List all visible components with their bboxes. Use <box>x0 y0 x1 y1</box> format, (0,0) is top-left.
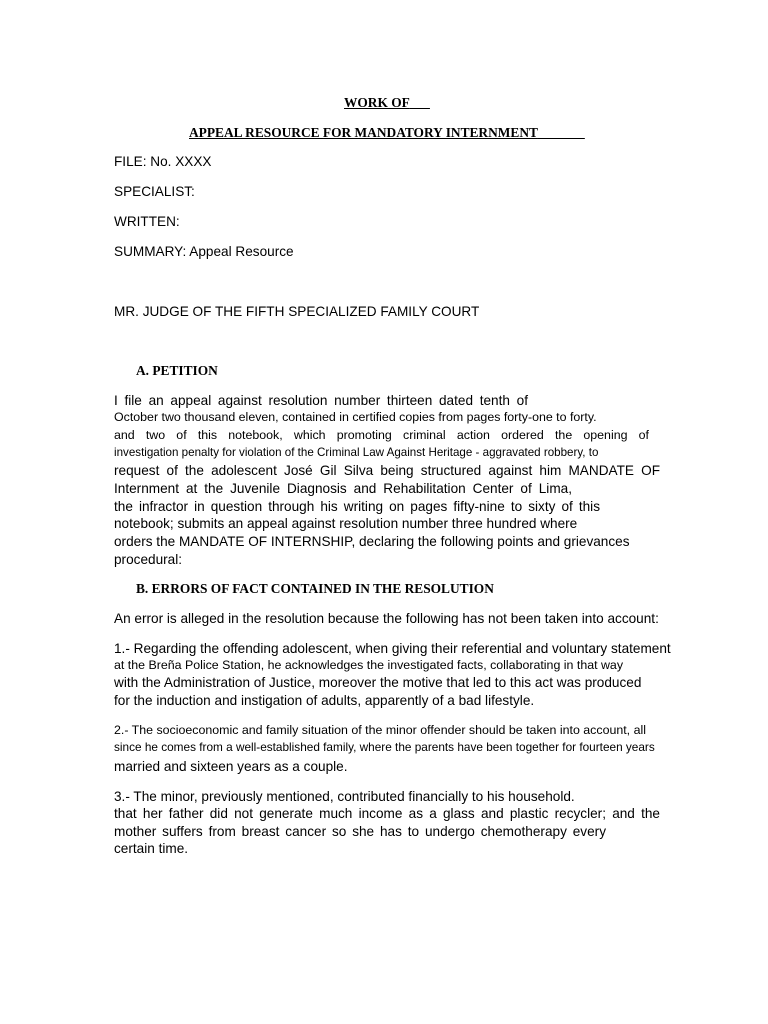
point-3-line-4: certain time. <box>114 841 189 856</box>
petition-line-6: Internment at the Juvenile Diagnosis and Rehabilitation Center of Lima, <box>114 481 572 496</box>
section-a-heading: A. PETITION <box>136 363 218 378</box>
point-3-line-2: that her father did not generate much income as a glass and plastic recycler; and the <box>114 806 660 821</box>
point-1-line-4: for the induction and instigation of adults, apparently of a bad lifestyle. <box>114 693 535 708</box>
petition-line-4: investigation penalty for violation of the Criminal Law Against Heritage - aggravated robbery, to <box>114 446 599 459</box>
document-title <box>344 94 430 111</box>
petition-line-2: October two thousand eleven, contained in certified copies from pages forty-one to forty. <box>114 410 597 424</box>
petition-line-7: the infractor in question through his writing on pages fifty-nine to sixty of this <box>114 499 600 514</box>
addressee-line: MR. JUDGE OF THE FIFTH SPECIALIZED FAMILY COURT <box>114 304 480 319</box>
petition-line-3: and two of this notebook, which promoting criminal action ordered the opening of <box>114 428 649 442</box>
point-1-line-3: with the Administration of Justice, moreover the motive that led to this act was produced <box>114 675 642 690</box>
point-3-line-1: 3.- The minor, previously mentioned, contributed financially to his household. <box>114 789 575 804</box>
errors-intro: An error is alleged in the resolution because the following has not been taken into account: <box>114 611 659 626</box>
petition-line-10: procedural: <box>114 552 183 567</box>
point-1-line-2: at the Breña Police Station, he acknowledges the investigated facts, collaborating in that way <box>114 658 624 672</box>
petition-line-8: notebook; submits an appeal against resolution number three hundred where <box>114 516 578 531</box>
point-1-line-1: 1.- Regarding the offending adolescent, when giving their referential and voluntary statement <box>114 641 671 656</box>
document-subtitle <box>189 124 585 141</box>
point-2-line-3: married and sixteen years as a couple. <box>114 759 348 774</box>
point-2-line-2: since he comes from a well-established family, where the parents have been together for fourteen years <box>114 740 655 754</box>
file-field: FILE: No. XXXX <box>114 154 212 169</box>
title-text: WORK OF <box>344 95 410 110</box>
petition-line-9: orders the MANDATE OF INTERNSHIP, declaring the following points and grievances <box>114 534 630 549</box>
summary-field: SUMMARY: Appeal Resource <box>114 244 294 259</box>
section-b-heading: B. ERRORS OF FACT CONTAINED IN THE RESOLUTION <box>136 581 494 596</box>
written-field: WRITTEN: <box>114 214 180 229</box>
specialist-field: SPECIALIST: <box>114 184 195 199</box>
point-3-line-3: mother suffers from breast cancer so she has to undergo chemotherapy every <box>114 824 606 839</box>
subtitle-text: APPEAL RESOURCE FOR MANDATORY INTERNMENT <box>189 125 538 140</box>
petition-line-1: I file an appeal against resolution number thirteen dated tenth of <box>114 393 528 408</box>
point-2-line-1: 2.- The socioeconomic and family situation of the minor offender should be taken into account, all <box>114 723 646 737</box>
petition-line-5: request of the adolescent José Gil Silva being structured against him MANDATE OF <box>114 463 660 478</box>
